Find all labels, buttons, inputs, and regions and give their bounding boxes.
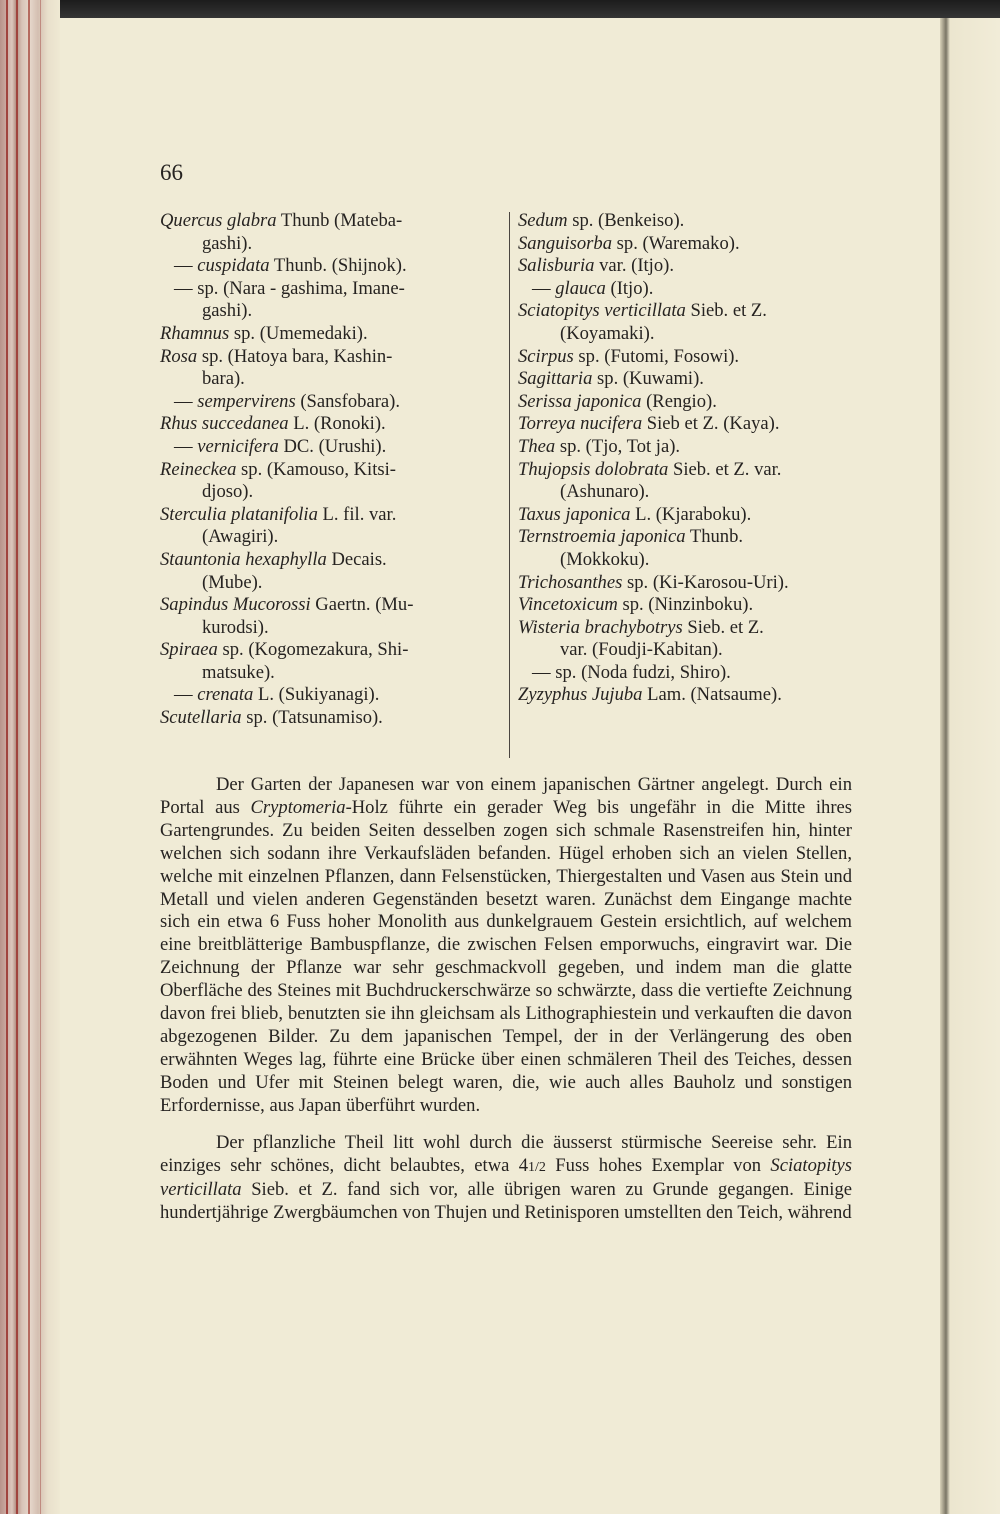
plant-entry xyxy=(160,391,500,414)
plant-details: L. (Sukiyanagi). xyxy=(253,684,380,706)
plant-entry xyxy=(518,346,854,369)
plant-details: sp. (Ninzinboku). xyxy=(617,594,754,616)
plant-entry xyxy=(160,594,500,617)
latin-name: Rosa xyxy=(160,345,198,367)
plant-details: Thunb (Mateba- xyxy=(276,210,403,231)
latin-name: Cryptomeria xyxy=(250,796,346,818)
fraction: 1/2 xyxy=(528,1159,546,1175)
plant-entry-continuation: gashi). xyxy=(202,300,253,322)
plant-details: sp. (Umemedaki). xyxy=(229,322,368,344)
plant-details: sp. (Futomi, Fosowi). xyxy=(573,345,740,367)
plant-details: sp. (Ki-Karosou-Uri). xyxy=(622,571,789,593)
plant-details: (Sansfobara). xyxy=(295,390,400,412)
latin-name: Reineckea xyxy=(160,458,237,480)
latin-name: Thea xyxy=(518,435,556,457)
plant-entry xyxy=(518,413,854,436)
plant-entry-continuation: kurodsi). xyxy=(202,616,269,638)
plant-entry-continuation: (Awagiri). xyxy=(202,526,279,548)
paragraph xyxy=(160,1132,852,1226)
latin-name: Rhus succedanea xyxy=(160,413,289,435)
page-number: 66 xyxy=(160,160,183,185)
plant-details: var. (Itjo). xyxy=(594,255,674,277)
plant-entry-continuation: gashi). xyxy=(202,232,253,254)
binding-line xyxy=(6,0,8,1514)
entry-dash: — xyxy=(174,277,198,299)
plant-entry xyxy=(518,210,854,233)
plant-entry xyxy=(518,233,854,256)
plant-entry xyxy=(518,391,854,414)
plant-entry xyxy=(518,684,854,707)
latin-name: Rhamnus xyxy=(160,322,230,344)
plant-entry xyxy=(160,436,500,459)
latin-name: Thujopsis dolobrata xyxy=(518,458,669,480)
plant-details: sp. (Noda fudzi, Shiro). xyxy=(555,661,731,683)
latin-name: Sciatopitys verticillata xyxy=(160,1154,853,1201)
plant-details: L. fil. var. xyxy=(317,503,397,525)
latin-name: vernicifera xyxy=(197,435,279,457)
book-page xyxy=(60,18,940,1514)
binding-line xyxy=(28,0,30,1514)
latin-name: Taxus japonica xyxy=(518,503,631,525)
plant-entry xyxy=(160,413,500,436)
column-divider xyxy=(509,212,510,758)
latin-name: Sanguisorba xyxy=(518,232,613,254)
plant-entry xyxy=(518,572,854,595)
entry-dash: — xyxy=(174,684,198,706)
plant-details: sp. (Nara - gashima, Imane- xyxy=(197,277,405,299)
latin-name: sempervirens xyxy=(197,390,296,412)
plant-list xyxy=(160,210,852,752)
plant-details: DC. (Urushi). xyxy=(278,435,387,457)
plant-entry-continuation: (Koyamaki). xyxy=(560,322,655,344)
entry-dash: — xyxy=(174,390,198,412)
plant-entry-continuation: (Mokkoku). xyxy=(560,548,650,570)
plant-entry xyxy=(160,346,500,369)
plant-entry xyxy=(518,662,854,685)
text-run: Der pflanzliche Theil litt wohl durch die äusserst stürmische Seereise sehr. Ein einziges sehr schönes, dicht belaubtes, etwa xyxy=(160,1131,852,1176)
plant-entry xyxy=(160,210,500,233)
plant-entry xyxy=(518,617,854,640)
plant-entry xyxy=(518,594,854,617)
text-run: Der Garten der Japanesen war von einem japanischen Gärtner angelegt. Durch ein Portal aus xyxy=(160,774,852,818)
latin-name: Wisteria brachybotrys xyxy=(518,616,683,638)
plant-entry xyxy=(160,549,500,572)
plant-entry xyxy=(160,684,500,707)
plant-details: L. (Kjaraboku). xyxy=(630,503,752,525)
plant-list-left-column xyxy=(160,210,500,730)
binding-line xyxy=(16,0,18,1514)
plant-entry xyxy=(518,504,854,527)
plant-details: Sieb. et Z. xyxy=(682,616,764,638)
entry-dash: — xyxy=(532,277,556,299)
latin-name: Vincetoxicum xyxy=(518,594,618,616)
plant-entry xyxy=(518,436,854,459)
plant-entry xyxy=(160,459,500,482)
latin-name: Scirpus xyxy=(518,345,574,367)
plant-details: sp. (Waremako). xyxy=(612,232,740,254)
latin-name: Spiraea xyxy=(160,639,218,661)
paragraph xyxy=(160,774,852,1118)
plant-entry-continuation: var. (Foudji-Kabitan). xyxy=(560,639,723,661)
plant-details: Sieb et Z. (Kaya). xyxy=(642,413,780,435)
latin-name: Sedum xyxy=(518,210,568,231)
latin-name: crenata xyxy=(197,684,254,706)
plant-details: Lam. (Natsaume). xyxy=(642,684,782,706)
plant-entry xyxy=(160,504,500,527)
number: 4 xyxy=(518,1154,529,1176)
latin-name: cuspidata xyxy=(197,255,270,277)
plant-entry xyxy=(160,278,500,301)
plant-entry xyxy=(160,639,500,662)
plant-details: (Itjo). xyxy=(605,277,654,299)
plant-details: sp. (Benkeiso). xyxy=(567,210,685,231)
binding-line xyxy=(40,0,41,1514)
plant-entry xyxy=(160,323,500,346)
latin-name: Trichosanthes xyxy=(518,571,623,593)
plant-entry-continuation: (Ashunaro). xyxy=(560,481,650,503)
plant-details: sp. (Kogomezakura, Shi- xyxy=(217,639,409,661)
text-run: Sieb. et Z. fand sich vor, alle übrigen waren zu Grunde gegangen. Einige hundertjährige Zwergbäumchen von Thujen und Retinisporen umstellten den Teich, während xyxy=(160,1179,852,1224)
plant-details: sp. (Tatsunamiso). xyxy=(241,707,383,729)
plant-entry xyxy=(518,278,854,301)
latin-name: Sagittaria xyxy=(518,368,593,390)
plant-entry-continuation: (Mube). xyxy=(202,571,263,593)
plant-details: sp. (Tjo, Tot ja). xyxy=(555,435,681,457)
plant-entry-continuation: matsuke). xyxy=(202,661,275,683)
plant-details: L. (Ronoki). xyxy=(288,413,386,435)
plant-entry xyxy=(518,255,854,278)
plant-details: Sieb. et Z. xyxy=(685,300,767,322)
latin-name: Quercus glabra xyxy=(160,210,277,231)
plant-details: Decais. xyxy=(326,548,387,570)
plant-details: Thunb. xyxy=(685,526,744,548)
text-run: Fuss hohes Exemplar von xyxy=(545,1154,771,1176)
plant-entry xyxy=(160,255,500,278)
latin-name: Sapindus Mucorossi xyxy=(160,594,311,616)
plant-entry xyxy=(518,459,854,482)
latin-name: Torreya nucifera xyxy=(518,413,643,435)
plant-details: Gaertn. (Mu- xyxy=(310,594,414,616)
plant-entry xyxy=(518,300,854,323)
plant-details: sp. (Kamouso, Kitsi- xyxy=(236,458,396,480)
latin-name: Salisburia xyxy=(518,255,595,277)
latin-name: Stauntonia hexaphylla xyxy=(160,548,327,570)
latin-name: Scutellaria xyxy=(160,707,242,729)
plant-details: sp. (Kuwami). xyxy=(592,368,704,390)
entry-dash: — xyxy=(174,255,198,277)
latin-name: Serissa japonica xyxy=(518,390,642,412)
latin-name: Sciatopitys verticillata xyxy=(518,300,686,322)
page-fore-edge xyxy=(940,18,1000,1514)
entry-dash: — xyxy=(532,661,556,683)
text-run: -Holz führte ein gerader Weg bis ungefähr in die Mitte ihres Gartengrundes. Zu beiden Seiten desselben zogen sich schmale Rasenstreifen hin, hinter welchen sich sodann ihre Verkaufsläden befanden. Hügel erhoben sich an vielen Stellen, welche mit einzelnen Pflanzen, dann Felsenstücken, Thiergestalten und Vasen aus Stein und Metall und vielen anderen Gegenständen besetzt waren. Zunächst dem Eingange machte sich ein etwa 6 Fuss hoher Monolith aus dunkelgrauem Gestein ersichtlich, auf welchem eine breitblätterige Bambuspflanze, die zwischen Felsen emporwuchs, eingravirt war. Die Zeichnung der Pflanze war sehr geschmackvoll gegeben, und indem man die glatte Oberfläche des Steines mit Buchdruckerschwärze so schwärzte, dass die vertiefte Zeichnung davon frei blieb, benutzten sie ihn gleichsam als Lithographiestein und verkauften die davon abgezogenen Bilder. Zu dem japanischen Tempel, der in der Verlängerung des oben erwähnten Weges lag, führte eine Brücke über einen schmäleren Theil des Teiches, dessen Boden und Ufer mit Steinen belegt waren, die, wie auch alles Bauholz und sonstigen Erfordernisse, aus Japan überführt wurden. xyxy=(160,796,853,1116)
plant-list-right-column xyxy=(518,210,854,707)
plant-details: Thunb. (Shijnok). xyxy=(269,255,407,277)
latin-name: Sterculia platanifolia xyxy=(160,503,318,525)
plant-entry xyxy=(518,368,854,391)
plant-entry-continuation: djoso). xyxy=(202,481,254,503)
latin-name: glauca xyxy=(555,277,606,299)
latin-name: Ternstroemia japonica xyxy=(518,526,686,548)
plant-entry xyxy=(518,526,854,549)
plant-details: sp. (Hatoya bara, Kashin- xyxy=(197,345,393,367)
plant-details: (Rengio). xyxy=(641,390,717,412)
body-text xyxy=(160,774,852,1225)
plant-details: Sieb. et Z. var. xyxy=(668,458,782,480)
entry-dash: — xyxy=(174,435,198,457)
plant-entry xyxy=(160,707,500,730)
latin-name: Zyzyphus Jujuba xyxy=(518,684,643,706)
plant-entry-continuation: bara). xyxy=(202,368,245,390)
book-binding xyxy=(0,0,60,1514)
